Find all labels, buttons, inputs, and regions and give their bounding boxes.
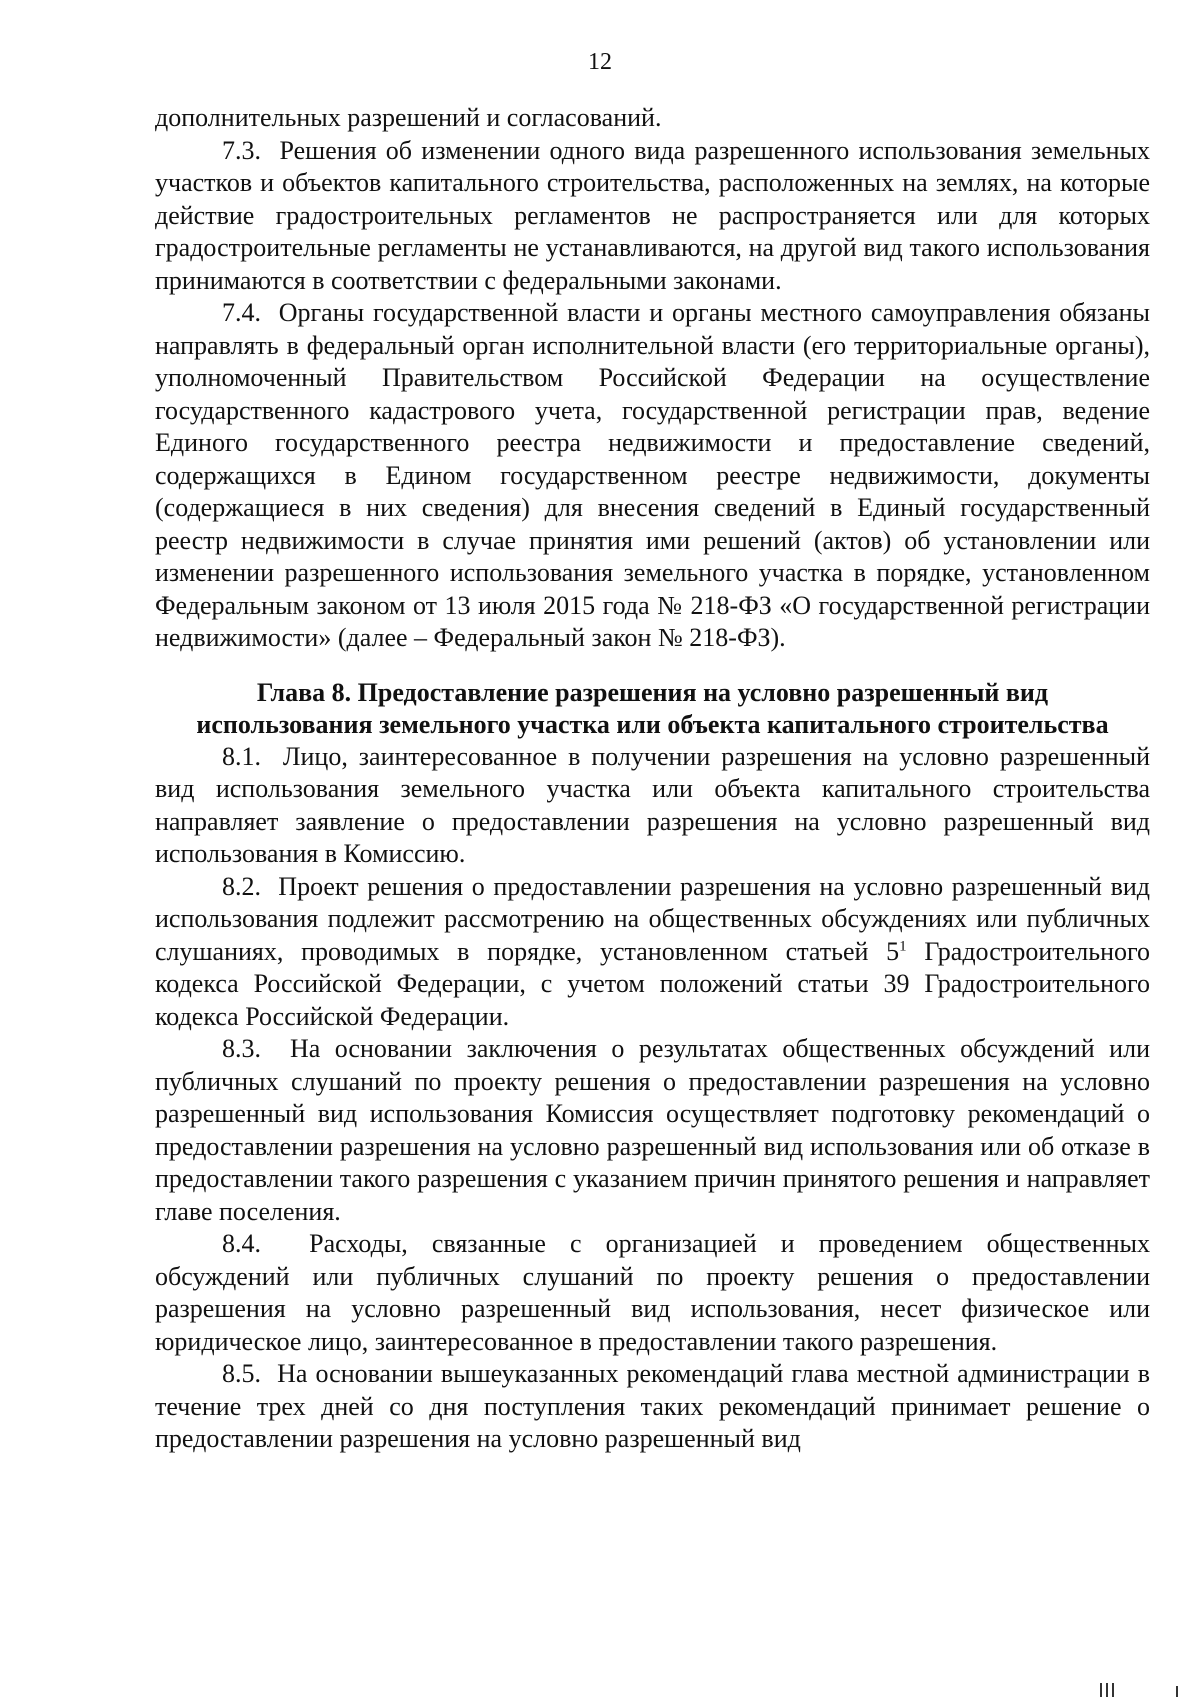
- scan-mark: [1100, 1683, 1102, 1697]
- chapter-8-title-line-2: использования земельного участка или объекта капитального строительства: [196, 709, 1109, 739]
- scan-mark: [1106, 1683, 1108, 1697]
- chapter-8-title-line-1: Глава 8. Предоставление разрешения на условно разрешенный вид: [256, 677, 1049, 707]
- paragraph-8-5: 8.5. На основании вышеуказанных рекомендаций глава местной администрации в течение трех дней со дня поступления таких рекомендаций принимает решение о предоставлении разрешения на условно разрешенный вид: [155, 1359, 1150, 1453]
- paragraph-8-2-text-a: 8.2. Проект решения о предоставлении разрешения на условно разрешенный вид использования подлежит рассмотрению на общественных обсуждениях или публичных слушаниях, проводимых в порядке, установленном статьей 5: [155, 871, 1150, 966]
- paragraph-7-3: 7.3. Решения об изменении одного вида разрешенного использования земельных участков и объектов капитального строительства, расположенных на землях, на которые действие градостроительных регламентов не распространяется или для которых градостроительные регламенты не устанавливаются, на другой вид такого использования принимаются в соответствии с федеральными законами.: [155, 135, 1150, 295]
- chapter-8-heading: [155, 677, 1150, 741]
- paragraph-8-3: 8.3. На основании заключения о результатах общественных обсуждений или публичных слушаний по проекту решения о предоставлении разрешения на условно разрешенный вид использования Комиссия осуществляет подготовку рекомендаций о предоставлении разрешения на условно разрешенный вид использования или об отказе в предоставлении такого разрешения с указанием причин принятого решения и направляет главе поселения.: [155, 1034, 1150, 1226]
- document-body: [155, 102, 1150, 1456]
- page-number: 12: [588, 49, 612, 75]
- scan-mark: [1112, 1683, 1114, 1697]
- paragraph-continuation: дополнительных разрешений и согласований.: [155, 103, 662, 132]
- paragraph-8-2: [155, 871, 1150, 1034]
- paragraph-8-2-text-b: Градостроительного кодекса Российской Федерации, с учетом положений статьи 39 Градостроительного кодекса Российской Федерации.: [155, 936, 1150, 1031]
- scan-mark: [1176, 1686, 1178, 1697]
- paragraph-7-4: 7.4. Органы государственной власти и органы местного самоуправления обязаны направлять в федеральный орган исполнительной власти (его территориальные органы), уполномоченный Правительством Российской Федерации на осуществление государственного кадастрового учета, государственной регистрации прав, ведение Единого государственного реестра недвижимости и предоставление сведений, содержащихся в Едином государственном реестре недвижимости, документы (содержащиеся в них сведения) для внесения сведений в Единый государственный реестр недвижимости в случае принятия ими решений (актов) об установлении или изменении разрешенного использования земельного участка в порядке, установленном Федеральным законом от 13 июля 2015 года № 218-ФЗ «О государственной регистрации недвижимости» (далее – Федеральный закон № 218-ФЗ).: [155, 298, 1150, 652]
- paragraph-8-4: 8.4. Расходы, связанные с организацией и проведением общественных обсуждений или публичных слушаний по проекту решения о предоставлении разрешения на условно разрешенный вид использования, несет физическое или юридическое лицо, заинтересованное в предоставлении такого разрешения.: [155, 1229, 1150, 1356]
- article-superscript: 1: [899, 937, 907, 954]
- paragraph-8-1: 8.1. Лицо, заинтересованное в получении разрешения на условно разрешенный вид использования земельного участка или объекта капитального строительства направляет заявление о предоставлении разрешения на условно разрешенный вид использования в Комиссию.: [155, 741, 1150, 868]
